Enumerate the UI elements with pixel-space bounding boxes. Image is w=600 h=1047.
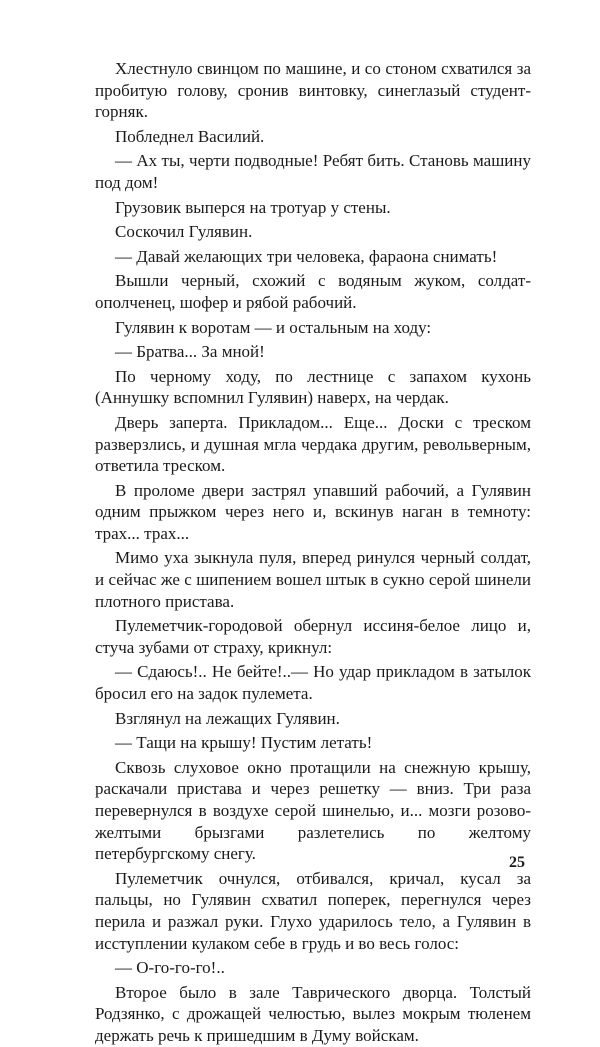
paragraph: Пулеметчик-городовой обернул иссиня-белое лицо и, стуча зубами от страху, крикнул: xyxy=(95,616,531,657)
paragraph: Вышли черный, схожий с водяным жуком, солдат-ополченец, шофер и рябой рабочий. xyxy=(95,271,531,312)
paragraph: — Тащи на крышу! Пустим летать! xyxy=(115,733,373,753)
paragraph: Сквозь слуховое окно протащили на снежную крышу, раскачали пристава и через решетку — вниз. Три раза перевернулся в воздухе серой шинелью, и... мозги розово-желтыми брызгами разлетелись по желтому петербургскому снегу. xyxy=(95,757,531,864)
paragraph: Грузовик выперся на тротуар у стены. xyxy=(115,197,391,217)
paragraph: В проломе двери застрял упавший рабочий, а Гулявин одним прыжком через него и, вскинув наган в темноту: трах... трах... xyxy=(95,480,531,543)
paragraph: Гулявин к воротам — и остальным на ходу: xyxy=(115,317,432,337)
paragraph: — Сдаюсь!.. Не бейте!..— Но удар прикладом в затылок бросил его на задок пулемета. xyxy=(95,662,531,704)
paragraph: — Давай желающих три человека, фараона снимать! xyxy=(115,246,498,266)
paragraph: — Ах ты, черти подводные! Ребят бить. Становь машину под дом! xyxy=(95,151,531,192)
paragraph: Пулеметчик очнулся, отбивался, кричал, кусал за пальцы, но Гулявин схватил поперек, перегнулся через перила и разжал руки. Глухо ударилось тело, а Гулявин в исступлении кулаком себе в грудь и во весь голос: xyxy=(95,868,531,953)
paragraph: — О-го-го-го!.. xyxy=(115,958,225,978)
paragraph: Соскочил Гулявин. xyxy=(115,222,253,242)
page-number: 25 xyxy=(509,854,525,871)
paragraph: Хлестнуло свинцом по машине, и со стоном схватился за пробитую голову, сронив винтовку, синеглазый студент-горняк. xyxy=(95,59,531,122)
body-text xyxy=(95,58,531,1047)
paragraph: По черному ходу, по лестнице с запахом кухонь (Аннушку вспомнил Гулявин) наверх, на чердак. xyxy=(95,366,531,408)
paragraph: Взглянул на лежащих Гулявин. xyxy=(115,708,340,728)
paragraph: Второе было в зале Таврического дворца. Толстый Родзянко, с дрожащей челюстью, вылез мокрым тюленем держать речь к пришедшим в Думу войскам. xyxy=(95,982,531,1045)
paragraph: Мимо уха зыкнула пуля, вперед ринулся черный солдат, и сейчас же с шипением вошел штык в сукно серой шинели плотного пристава. xyxy=(95,548,531,611)
paragraph: Дверь заперта. Прикладом... Еще... Доски с треском разверзлись, и душная мгла чердака другим, револьверным, ответила треском. xyxy=(95,412,531,476)
paragraph: Побледнел Василий. xyxy=(115,126,265,146)
paragraph: — Братва... За мной! xyxy=(115,342,265,362)
